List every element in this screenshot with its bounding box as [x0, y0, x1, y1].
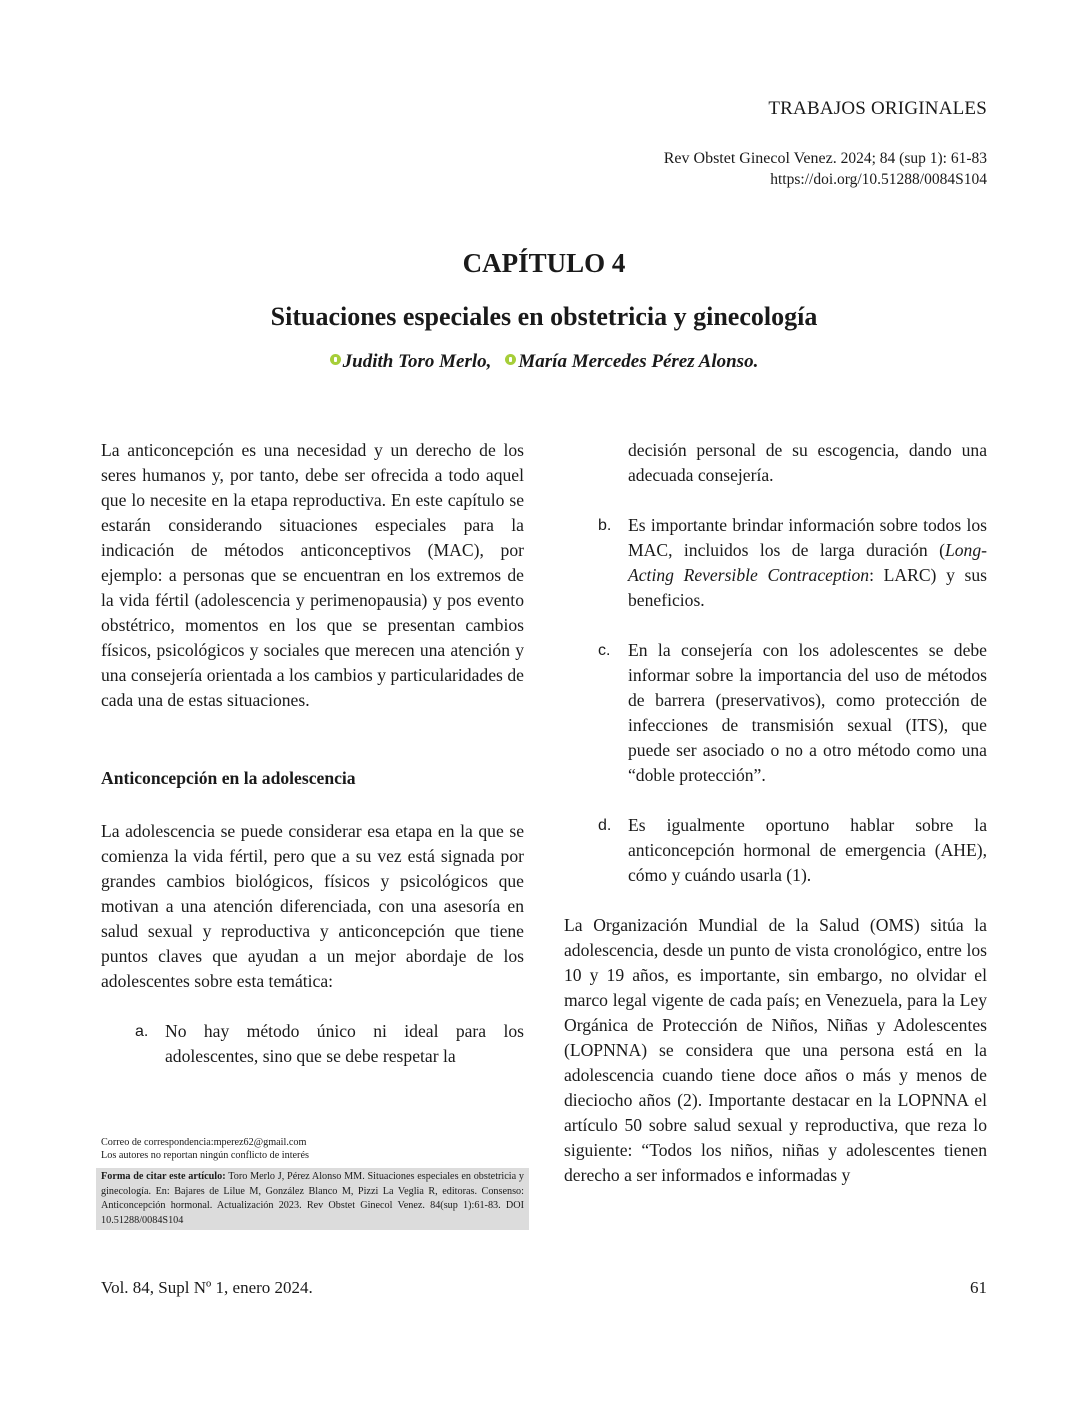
conflict-statement: Los autores no reportan ningún conflicto de interés: [101, 1150, 309, 1161]
body-paragraph: La Organización Mundial de la Salud (OMS) sitúa la adolescencia, desde un punto de vista cronológico, entre los 10 y 19 años, es importante, sin embargo, no olvidar el marco legal vigente de cada país; en Venezuela, para la Ley Orgánica de Protección de Niños, Niñas y Adolescentes (LOPNNA) se considera que una persona está en la adolescencia cuando tiene doce años o más y menos de dieciocho años (2). Importante destacar en la LOPNNA el artículo 50 sobre salud sexual y reproductiva, que reza lo siguiente: “Todos los niños, niñas y adolescentes tienen derecho a ser informados e informadas y: [564, 915, 987, 1185]
list-item-text: No hay método único ni ideal para los adolescentes, sino que se debe respetar la: [165, 1021, 524, 1066]
left-column: [101, 438, 524, 1069]
section-subheading: Anticoncepción en la adolescencia: [101, 768, 356, 788]
list-marker: d.: [598, 817, 612, 834]
citation-box: [96, 1168, 529, 1230]
citation-label: Forma de citar este artículo:: [101, 1171, 226, 1182]
body-paragraph: La adolescencia se puede considerar esa etapa en la que se comienza la vida fértil, pero que a su vez está signada por grandes cambios biológicos, físicos y psicológicos que motivan a una atención diferenciada, con una asesoría en salud sexual y reproductiva y anticoncepción que tiene puntos claves que ayudan a un mejor abordaje de los adolescentes sobre esta temática:: [101, 821, 524, 991]
correspondence-note: [101, 1136, 309, 1162]
author-name: Judith Toro Merlo,: [342, 351, 492, 372]
journal-volume: 2024; 84 (sup 1): 61-83: [840, 150, 987, 167]
list-item-text: Es igualmente oportuno hablar sobre la anticoncepción hormonal de emergencia (AHE), cómo y cuándo usarla (1).: [628, 815, 987, 885]
list-item: [564, 813, 987, 888]
page-number: 61: [970, 1278, 987, 1297]
intro-paragraph: La anticoncepción es una necesidad y un derecho de los seres humanos y, por tanto, debe ser ofrecida a todo aquel que lo necesite en la etapa reproductiva. En este capítulo se estarán considerando situaciones especiales para la indicación de métodos anticonceptivos (MAC), por ejemplo: a personas que se encuentran en los extremos de la vida fértil (adolescencia y perimenopausia) y pos evento obstétrico, momentos en los que se presentan cambios físicos, psicológicos y sociales que merecen una atención y una consejería orientada a los cambios y particularidades de cada una de estas situaciones.: [101, 440, 524, 710]
doi-link[interactable]: https://doi.org/10.51288/0084S104: [770, 171, 987, 188]
orcid-icon[interactable]: [330, 354, 341, 365]
right-column: [564, 438, 987, 1188]
list-marker: a.: [135, 1023, 149, 1040]
list-item-italic: Long-Acting Reversible Contraception: [628, 540, 987, 585]
section-label: TRABAJOS ORIGINALES: [768, 98, 987, 119]
list-item-text: Es importante brindar información sobre todos los MAC, incluidos los de larga duración (: [628, 515, 987, 560]
journal-reference: [664, 148, 987, 190]
list-item-text: En la consejería con los adolescentes se debe informar sobre la importancia del uso de métodos de barrera (preservativos), como protección de infecciones de transmisión sexual (ITS), que puede ser asociado o no a otro método como una “doble protección”.: [628, 640, 987, 785]
list-marker: b.: [598, 517, 612, 534]
list-item: [101, 1019, 524, 1069]
chapter-heading: CAPÍTULO 4: [462, 248, 626, 278]
author-list: [0, 351, 1088, 373]
list-item: [564, 638, 987, 788]
article-title: Situaciones especiales en obstetricia y ginecología: [270, 302, 818, 331]
journal-name: Rev Obstet Ginecol Venez.: [663, 150, 837, 167]
footer-volume: Vol. 84, Supl Nº 1, enero 2024.: [101, 1278, 313, 1297]
correspondence-email: Correo de correspondencia:mperez62@gmail.com: [101, 1137, 307, 1148]
list-item-text: : LARC) y sus beneficios.: [628, 565, 987, 610]
orcid-icon[interactable]: [505, 354, 516, 365]
citation-text: Toro Merlo J, Pérez Alonso MM. Situaciones especiales en obstetricia y ginecología. En: Bajares de Lilue M, González Blanco M, Pizzi La Veglia R, editoras. Consenso: Anticoncepción hormonal. Actualización 2023. Rev Obstet Ginecol Venez. 84(sup 1):61-83. DOI 10.51288/0084S104: [101, 1171, 524, 1226]
list-item: [564, 513, 987, 613]
author-name: María Mercedes Pérez Alonso.: [518, 351, 759, 372]
list-item-continuation: decisión personal de su escogencia, dando una adecuada consejería.: [628, 440, 987, 485]
list-marker: c.: [598, 642, 611, 659]
